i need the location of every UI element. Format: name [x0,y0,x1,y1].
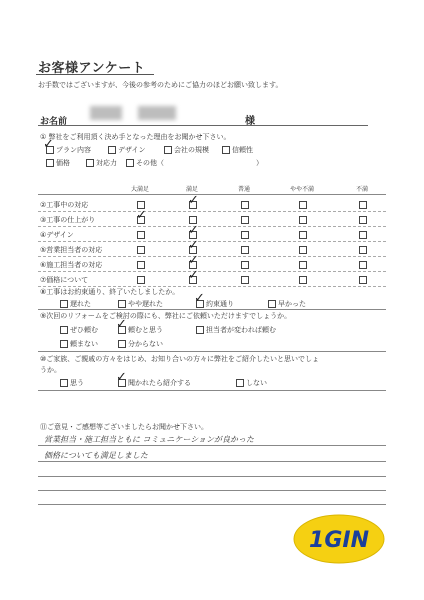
checkbox[interactable] [118,300,126,308]
rating-checkbox[interactable] [359,201,367,209]
rating-checkbox[interactable] [359,231,367,239]
logo-text: 1GIN [309,528,369,553]
option-label: デザイン [118,146,146,154]
rating-checkbox[interactable] [359,261,367,269]
checkmark-icon: ✓ [188,238,199,253]
answer-line [38,476,386,477]
checkbox[interactable] [60,340,68,348]
checkmark-icon: ✓ [188,193,199,208]
rating-row-label: ④デザイン [40,231,74,239]
checkbox[interactable] [236,379,244,387]
rating-checkbox[interactable] [241,261,249,269]
col-head-very-satisfied: 大満足 [130,186,149,193]
intro-text: お手数ではございますが、今後の参考のためにご協力のほどお願い致します。 [38,81,283,89]
option-label: 思う [70,379,84,387]
section-divider [38,351,386,352]
section-divider [38,390,386,391]
rating-row-label: ⑤営業担当者の対応 [40,246,103,254]
checkbox[interactable] [222,146,230,154]
rating-checkbox[interactable] [299,276,307,284]
q8-option-slightly-late[interactable] [118,299,163,309]
q9-option-no[interactable] [60,339,98,349]
row-divider [38,241,386,242]
option-label: 早かった [278,300,306,308]
row-divider [38,271,386,272]
q11-answer-line2: 価格についても満足しました [44,451,148,460]
rating-checkbox[interactable] [137,261,145,269]
option-label: 担当者が変われば頼む [206,326,276,334]
rating-row-label: ⑥施工担当者の対応 [40,261,103,269]
q10-text-line2: うか。 [40,366,61,374]
checkbox[interactable] [268,300,276,308]
option-label: 頼むと思う [128,326,163,334]
q10-option-yes[interactable] [60,378,84,388]
q10-option-if-asked[interactable] [118,378,191,388]
name-redaction-2 [138,106,176,120]
q1-option-price[interactable] [46,158,70,168]
answer-line [38,461,386,462]
option-label: 遅れた [70,300,91,308]
rating-checkbox[interactable] [299,261,307,269]
option-label: やや遅れた [128,300,163,308]
answer-line [38,504,386,505]
col-head-somewhat-dissatisfied: やや不満 [289,186,314,193]
checkbox[interactable] [196,326,204,334]
checkmark-icon: ✓ [136,208,147,223]
q10-option-no[interactable] [236,378,267,388]
option-label: プラン内容 [56,146,91,154]
rating-row-label: ⑦価格について [40,276,89,284]
name-redaction [90,106,122,120]
rating-checkbox[interactable] [137,246,145,254]
rating-checkbox[interactable] [137,231,145,239]
company-logo [292,513,386,565]
option-label: 価格 [56,159,70,167]
option-label: その他（ [136,159,164,167]
q1-option-trust[interactable] [222,145,253,155]
rating-checkbox[interactable] [241,216,249,224]
checkmark-icon: ✓ [116,370,127,385]
checkbox[interactable] [60,300,68,308]
rating-checkbox[interactable] [241,231,249,239]
checkmark-icon: ✓ [43,137,54,152]
q9-option-unsure[interactable] [118,339,163,349]
q10-text-line1: ⑩ご家族、ご親戚の方々をはじめ、お知り合いの方々に弊社をご紹介したいと思いでしょ [40,355,319,363]
option-label: 会社の規模 [174,146,209,154]
checkbox[interactable] [108,146,116,154]
q8-option-late[interactable] [60,299,91,309]
q11-answer-line1: 営業担当・施工担当ともに コミュニケーションが良かった [44,435,255,444]
row-divider [38,226,386,227]
option-label: しない [246,379,267,387]
checkbox[interactable] [60,326,68,334]
rating-checkbox[interactable] [359,276,367,284]
checkmark-icon: ✓ [116,317,127,332]
checkbox[interactable] [86,159,94,167]
rating-checkbox[interactable] [299,246,307,254]
option-label: 信頼性 [232,146,253,154]
checkbox[interactable] [164,146,172,154]
option-label: 対応力 [96,159,117,167]
honorific: 様 [245,116,255,127]
q1-option-scale[interactable] [164,145,209,155]
col-head-satisfied: 満足 [185,186,198,193]
q9-option-definitely[interactable] [60,325,98,335]
option-label: 約束通り [206,300,234,308]
q1-option-other[interactable] [126,158,164,168]
q8-option-early[interactable] [268,299,306,309]
answer-line [38,490,386,491]
option-label: 聞かれたら紹介する [128,379,191,387]
rating-checkbox[interactable] [299,201,307,209]
q11-text: ⑪ご意見・ご感想等ございましたらお聞かせ下さい。 [40,423,208,431]
checkbox[interactable] [126,159,134,167]
rating-checkbox[interactable] [359,246,367,254]
checkmark-icon: ✓ [188,253,199,268]
q9-text: ⑨次回のリフォームをご検討の際にも、弊社にご依頼いただけますでしょうか。 [40,312,292,320]
name-underline [38,125,368,126]
row-divider [38,256,386,257]
checkmark-icon: ✓ [194,291,205,306]
survey-title: お客様アンケート [38,61,146,76]
col-head-neutral: 普通 [237,186,250,193]
option-label: 分からない [128,340,163,348]
rating-row-label: ③工事の仕上がり [40,216,96,224]
q8-text: ⑧工事はお約束通り、終了いたしましたか。 [40,288,180,296]
rating-checkbox[interactable] [241,246,249,254]
rating-checkbox[interactable] [299,216,307,224]
checkmark-icon: ✓ [188,268,199,283]
rating-checkbox[interactable] [241,276,249,284]
rating-row-label: ②工事中の対応 [40,201,89,209]
other-close-paren: ） [256,159,263,167]
rating-checkbox[interactable] [299,231,307,239]
option-label: ぜひ頼む [70,326,98,334]
table-divider [38,194,386,195]
title-underline [36,74,154,75]
q1-option-design[interactable] [108,145,146,155]
q1-option-response[interactable] [86,158,117,168]
name-label: お名前 [40,117,68,127]
rating-checkbox[interactable] [241,201,249,209]
section-divider [38,309,386,310]
checkbox[interactable] [60,379,68,387]
rating-checkbox[interactable] [137,276,145,284]
rating-checkbox[interactable] [359,216,367,224]
row-divider [38,211,386,212]
option-label: 頼まない [70,340,98,348]
q9-option-if-staff-changes[interactable] [196,325,276,335]
checkbox[interactable] [118,340,126,348]
q1-text: ① 弊社をご利用頂く決め手となった理由をお聞かせ下さい。 [40,133,231,141]
checkmark-icon: ✓ [188,223,199,238]
checkbox[interactable] [46,159,54,167]
col-head-dissatisfied: 不満 [355,186,368,193]
answer-line [38,445,386,446]
